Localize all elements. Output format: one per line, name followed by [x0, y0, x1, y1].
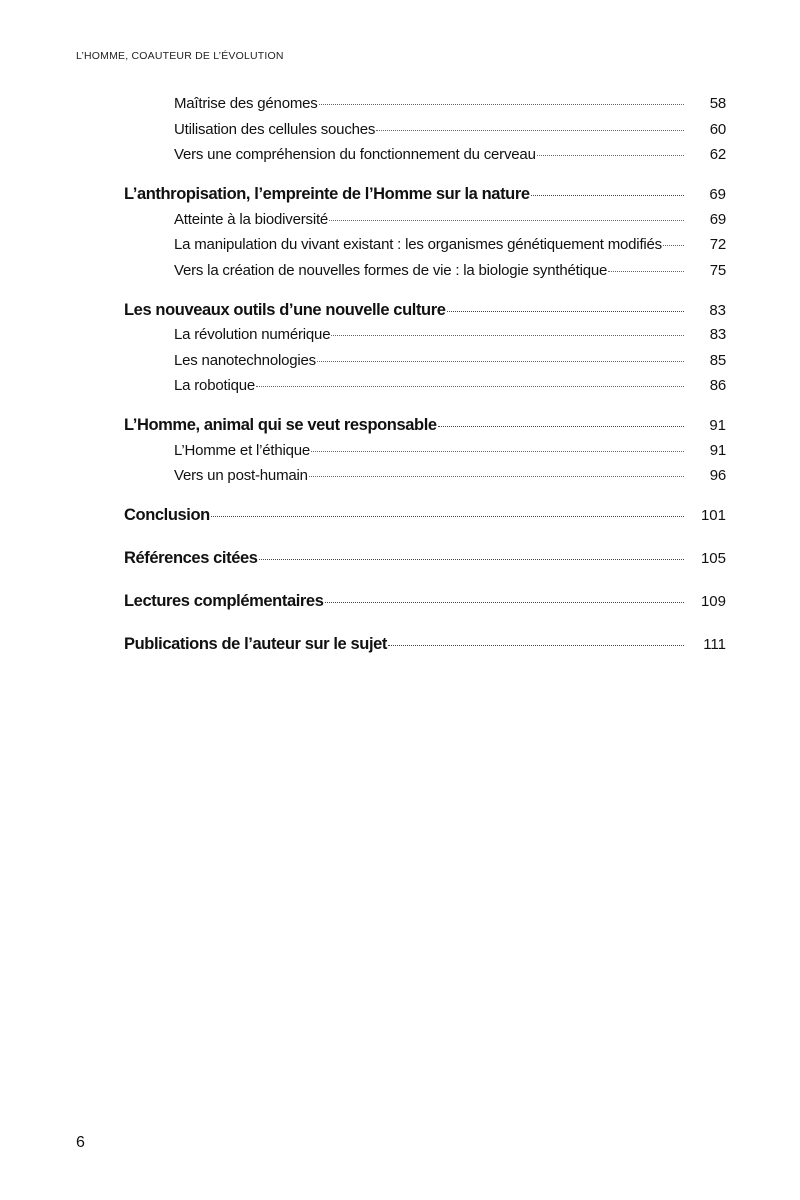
- toc-entry[interactable]: [174, 95, 726, 121]
- dot-leader: [317, 361, 684, 362]
- dot-leader: [211, 516, 684, 517]
- toc-entry-title: Atteinte à la biodiversité: [174, 210, 329, 228]
- toc-entry-page: 72: [709, 236, 726, 253]
- table-of-contents: [124, 95, 726, 661]
- toc-entry-page: 85: [709, 351, 726, 369]
- toc-chapter-title: Publications de l’auteur sur le sujet: [124, 635, 388, 653]
- toc-chapter-title: L’Homme, animal qui se veut responsable: [124, 416, 437, 434]
- toc-entry[interactable]: [174, 442, 726, 468]
- toc-chapter[interactable]: [124, 301, 726, 327]
- dot-leader: [537, 155, 684, 156]
- dot-leader: [376, 130, 684, 131]
- toc-entry-title: Vers une compréhension du fonctionnement du cerveau: [174, 146, 536, 163]
- toc-chapter[interactable]: [124, 635, 726, 661]
- toc-entry[interactable]: [174, 326, 726, 352]
- toc-entry[interactable]: [174, 377, 726, 403]
- toc-entry-title: Les nanotechnologies: [174, 351, 316, 369]
- dot-leader: [438, 426, 684, 427]
- toc-entry-page: 75: [709, 261, 726, 279]
- toc-chapter-page: 101: [700, 507, 726, 524]
- toc-entry-title: Maîtrise des génomes: [174, 95, 318, 112]
- toc-entry-page: 83: [709, 326, 726, 343]
- toc-entry-page: 69: [709, 210, 726, 228]
- dot-leader: [311, 451, 684, 452]
- toc-chapter-page: 111: [703, 636, 726, 653]
- toc-entry-title: La robotique: [174, 377, 256, 394]
- dot-leader: [309, 476, 684, 477]
- toc-chapter[interactable]: [124, 549, 726, 575]
- dot-leader: [256, 386, 684, 387]
- running-header: L’HOMME, COAUTEUR DE L’ÉVOLUTION: [76, 50, 284, 62]
- toc-entry-title: Utilisation des cellules souches: [174, 120, 376, 138]
- dot-leader: [608, 271, 684, 272]
- toc-entry-page: 86: [709, 377, 726, 394]
- toc-chapter-page: 91: [709, 417, 726, 434]
- toc-chapter-title: Références citées: [124, 549, 258, 567]
- toc-chapter[interactable]: [124, 506, 726, 532]
- toc-entry-page: 60: [709, 120, 726, 138]
- toc-chapter[interactable]: [124, 416, 726, 442]
- toc-entry-page: 91: [709, 441, 726, 459]
- toc-entry-title: La révolution numérique: [174, 326, 331, 343]
- toc-entry-title: L’Homme et l’éthique: [174, 441, 311, 459]
- dot-leader: [388, 645, 684, 646]
- toc-entry-title: Vers un post-humain: [174, 467, 308, 484]
- dot-leader: [319, 104, 684, 105]
- dot-leader: [447, 311, 684, 312]
- dot-leader: [531, 195, 684, 196]
- toc-entry-page: 62: [709, 146, 726, 163]
- toc-entry-title: La manipulation du vivant existant : les organismes génétiquement modifiés: [174, 236, 662, 253]
- toc-chapter-title: Lectures complémentaires: [124, 592, 324, 610]
- toc-entry-page: 58: [709, 95, 726, 112]
- toc-entry[interactable]: [174, 146, 726, 172]
- toc-chapter-page: 109: [700, 593, 726, 610]
- toc-chapter[interactable]: [124, 185, 726, 211]
- toc-entry[interactable]: [174, 211, 726, 237]
- dot-leader: [259, 559, 684, 560]
- dot-leader: [663, 245, 684, 246]
- dot-leader: [329, 220, 684, 221]
- toc-chapter-title: Les nouveaux outils d’une nouvelle culture: [124, 300, 446, 319]
- toc-entry[interactable]: [174, 262, 726, 288]
- toc-entry[interactable]: [174, 236, 726, 262]
- toc-entry[interactable]: [174, 467, 726, 493]
- toc-chapter-title: Conclusion: [124, 506, 210, 524]
- dot-leader: [331, 335, 684, 336]
- toc-chapter-page: 83: [709, 301, 726, 319]
- toc-chapter-title: L’anthropisation, l’empreinte de l’Homme sur la nature: [124, 185, 530, 203]
- toc-chapter[interactable]: [124, 592, 726, 618]
- toc-entry[interactable]: [174, 121, 726, 147]
- dot-leader: [325, 602, 685, 603]
- toc-chapter-page: 105: [700, 550, 726, 567]
- toc-chapter-page: 69: [709, 186, 726, 203]
- page-number: 6: [76, 1134, 85, 1151]
- toc-entry[interactable]: [174, 352, 726, 378]
- toc-entry-page: 96: [709, 467, 726, 484]
- toc-entry-title: Vers la création de nouvelles formes de vie : la biologie synthétique: [174, 261, 608, 279]
